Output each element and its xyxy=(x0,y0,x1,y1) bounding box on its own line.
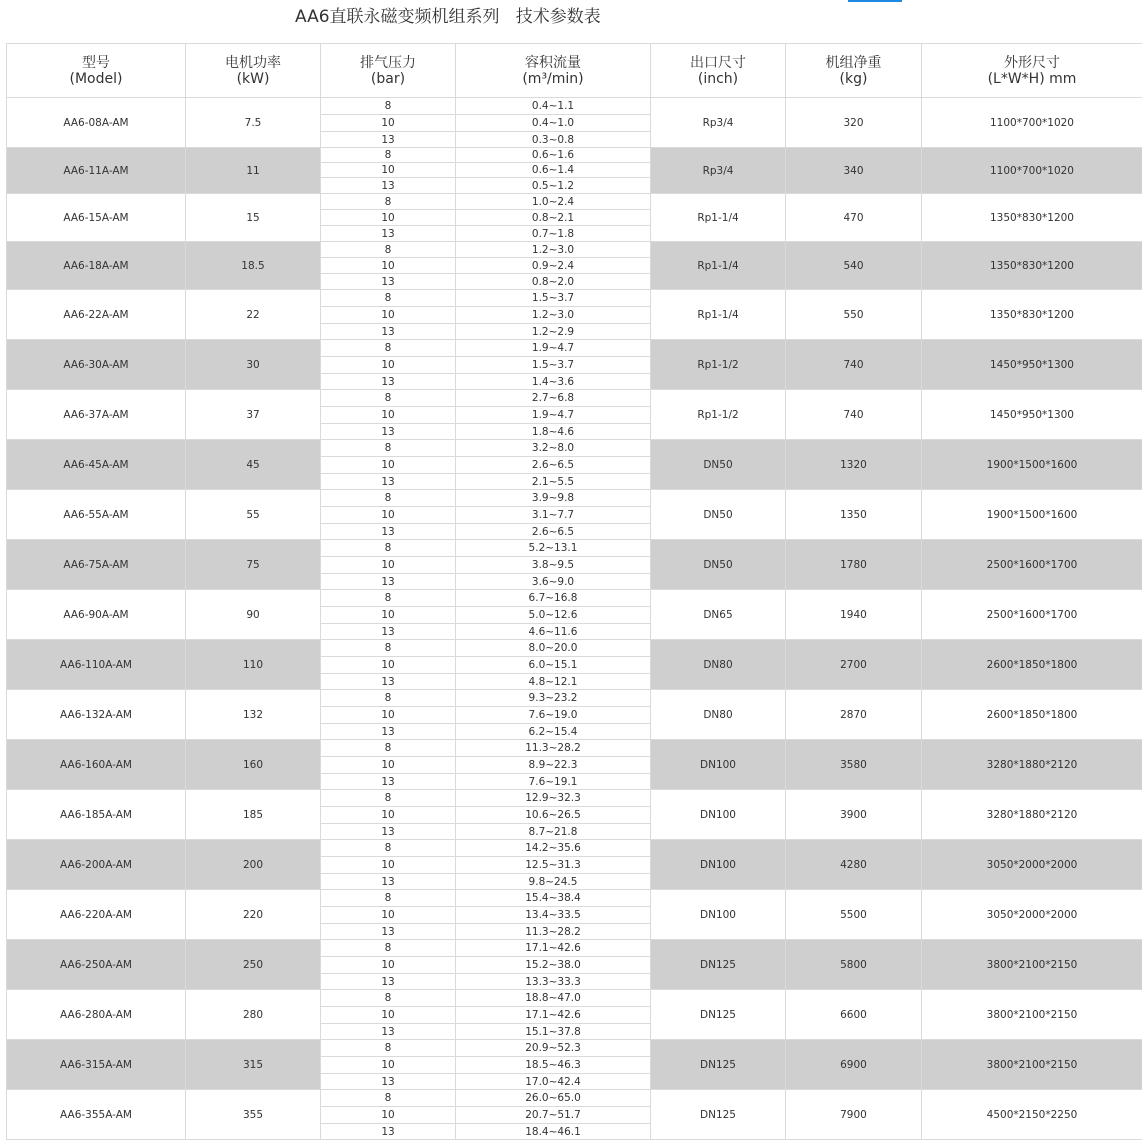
cell-model: AA6-08A-AM xyxy=(7,98,186,148)
cell-power: 160 xyxy=(186,740,321,790)
table-row xyxy=(7,1040,1142,1057)
cell-power: 15 xyxy=(186,194,321,242)
cell-flow: 8.7~21.8 xyxy=(456,824,651,840)
cell-flow: 1.9~4.7 xyxy=(456,407,651,424)
cell-pressure: 13 xyxy=(321,324,456,340)
table-row xyxy=(7,390,1142,407)
cell-power: 315 xyxy=(186,1040,321,1090)
cell-pressure: 13 xyxy=(321,674,456,690)
cell-flow: 5.0~12.6 xyxy=(456,607,651,624)
cell-power: 22 xyxy=(186,290,321,340)
cell-flow: 1.5~3.7 xyxy=(456,290,651,307)
table-row xyxy=(7,98,1142,115)
cell-weight: 740 xyxy=(786,390,922,440)
cell-flow: 2.6~6.5 xyxy=(456,457,651,474)
cell-pressure: 8 xyxy=(321,840,456,857)
cell-flow: 15.4~38.4 xyxy=(456,890,651,907)
cell-weight: 6900 xyxy=(786,1040,922,1090)
cell-model: AA6-315A-AM xyxy=(7,1040,186,1090)
cell-model: AA6-22A-AM xyxy=(7,290,186,340)
cell-pressure: 8 xyxy=(321,242,456,258)
cell-flow: 1.5~3.7 xyxy=(456,357,651,374)
cell-outlet: Rp1-1/2 xyxy=(651,390,786,440)
cell-pressure: 10 xyxy=(321,457,456,474)
cell-pressure: 8 xyxy=(321,940,456,957)
table-row xyxy=(7,440,1142,457)
cell-outlet: Rp1-1/2 xyxy=(651,340,786,390)
cell-flow: 13.3~33.3 xyxy=(456,974,651,990)
cell-weight: 7900 xyxy=(786,1090,922,1140)
cell-dimensions: 3280*1880*2120 xyxy=(922,740,1142,790)
cell-pressure: 13 xyxy=(321,574,456,590)
header-weight: 机组净重 (kg) xyxy=(786,44,922,98)
cell-pressure: 8 xyxy=(321,1090,456,1107)
cell-weight: 5800 xyxy=(786,940,922,990)
cell-power: 55 xyxy=(186,490,321,540)
cell-dimensions: 1350*830*1200 xyxy=(922,242,1142,290)
cell-flow: 1.0~2.4 xyxy=(456,194,651,210)
cell-outlet: Rp1-1/4 xyxy=(651,194,786,242)
cell-power: 75 xyxy=(186,540,321,590)
cell-pressure: 8 xyxy=(321,1040,456,1057)
cell-flow: 0.5~1.2 xyxy=(456,178,651,194)
cell-model: AA6-45A-AM xyxy=(7,440,186,490)
cell-outlet: DN125 xyxy=(651,990,786,1040)
cell-weight: 4280 xyxy=(786,840,922,890)
cell-power: 11 xyxy=(186,148,321,194)
cell-flow: 11.3~28.2 xyxy=(456,740,651,757)
cell-power: 37 xyxy=(186,390,321,440)
cell-flow: 1.2~3.0 xyxy=(456,307,651,324)
table-row xyxy=(7,340,1142,357)
cell-dimensions: 1900*1500*1600 xyxy=(922,440,1142,490)
cell-pressure: 8 xyxy=(321,890,456,907)
cell-dimensions: 3050*2000*2000 xyxy=(922,840,1142,890)
cell-outlet: DN100 xyxy=(651,740,786,790)
cell-flow: 26.0~65.0 xyxy=(456,1090,651,1107)
cell-flow: 0.7~1.8 xyxy=(456,226,651,242)
cell-outlet: DN80 xyxy=(651,640,786,690)
cell-flow: 20.7~51.7 xyxy=(456,1107,651,1124)
cell-flow: 1.2~2.9 xyxy=(456,324,651,340)
cell-flow: 11.3~28.2 xyxy=(456,924,651,940)
cell-pressure: 13 xyxy=(321,424,456,440)
cell-pressure: 10 xyxy=(321,857,456,874)
table-row xyxy=(7,940,1142,957)
cell-pressure: 10 xyxy=(321,407,456,424)
cell-power: 110 xyxy=(186,640,321,690)
cell-flow: 12.5~31.3 xyxy=(456,857,651,874)
cell-outlet: DN100 xyxy=(651,790,786,840)
cell-pressure: 13 xyxy=(321,924,456,940)
cell-dimensions: 2500*1600*1700 xyxy=(922,590,1142,640)
cell-dimensions: 4500*2150*2250 xyxy=(922,1090,1142,1140)
cell-flow: 9.3~23.2 xyxy=(456,690,651,707)
cell-outlet: DN65 xyxy=(651,590,786,640)
cell-dimensions: 2600*1850*1800 xyxy=(922,640,1142,690)
cell-dimensions: 1450*950*1300 xyxy=(922,390,1142,440)
cell-pressure: 13 xyxy=(321,1024,456,1040)
header-outlet: 出口尺寸 (inch) xyxy=(651,44,786,98)
cell-weight: 6600 xyxy=(786,990,922,1040)
cell-outlet: DN50 xyxy=(651,540,786,590)
table-row xyxy=(7,690,1142,707)
cell-pressure: 8 xyxy=(321,98,456,115)
cell-flow: 3.2~8.0 xyxy=(456,440,651,457)
table-row xyxy=(7,890,1142,907)
cell-outlet: DN125 xyxy=(651,1090,786,1140)
cell-power: 45 xyxy=(186,440,321,490)
cell-weight: 1320 xyxy=(786,440,922,490)
cell-pressure: 8 xyxy=(321,990,456,1007)
cell-pressure: 13 xyxy=(321,1124,456,1140)
cell-flow: 0.6~1.4 xyxy=(456,163,651,178)
cell-flow: 8.9~22.3 xyxy=(456,757,651,774)
cell-flow: 2.6~6.5 xyxy=(456,524,651,540)
cell-flow: 9.8~24.5 xyxy=(456,874,651,890)
cell-flow: 3.1~7.7 xyxy=(456,507,651,524)
cell-weight: 1350 xyxy=(786,490,922,540)
table-row xyxy=(7,840,1142,857)
cell-model: AA6-250A-AM xyxy=(7,940,186,990)
cell-power: 90 xyxy=(186,590,321,640)
table-row xyxy=(7,540,1142,557)
table-row xyxy=(7,490,1142,507)
cell-outlet: DN50 xyxy=(651,490,786,540)
cell-outlet: DN100 xyxy=(651,840,786,890)
cell-flow: 1.2~3.0 xyxy=(456,242,651,258)
cell-weight: 3580 xyxy=(786,740,922,790)
cell-outlet: DN100 xyxy=(651,890,786,940)
cell-flow: 1.4~3.6 xyxy=(456,374,651,390)
cell-outlet: DN125 xyxy=(651,1040,786,1090)
cell-pressure: 10 xyxy=(321,307,456,324)
cell-outlet: DN125 xyxy=(651,940,786,990)
cell-dimensions: 3280*1880*2120 xyxy=(922,790,1142,840)
cell-pressure: 10 xyxy=(321,807,456,824)
cell-pressure: 13 xyxy=(321,874,456,890)
cell-pressure: 13 xyxy=(321,724,456,740)
cell-flow: 18.8~47.0 xyxy=(456,990,651,1007)
cell-dimensions: 3050*2000*2000 xyxy=(922,890,1142,940)
cell-pressure: 10 xyxy=(321,607,456,624)
cell-flow: 3.8~9.5 xyxy=(456,557,651,574)
cell-flow: 6.2~15.4 xyxy=(456,724,651,740)
cell-dimensions: 3800*2100*2150 xyxy=(922,940,1142,990)
cell-weight: 1940 xyxy=(786,590,922,640)
cell-outlet: Rp1-1/4 xyxy=(651,242,786,290)
cell-flow: 0.8~2.0 xyxy=(456,274,651,290)
cell-pressure: 8 xyxy=(321,740,456,757)
cell-outlet: Rp3/4 xyxy=(651,98,786,148)
cell-dimensions: 2600*1850*1800 xyxy=(922,690,1142,740)
cell-flow: 7.6~19.1 xyxy=(456,774,651,790)
cell-flow: 15.1~37.8 xyxy=(456,1024,651,1040)
cell-outlet: DN80 xyxy=(651,690,786,740)
table-row xyxy=(7,194,1142,210)
cell-weight: 550 xyxy=(786,290,922,340)
cell-power: 185 xyxy=(186,790,321,840)
cell-flow: 0.3~0.8 xyxy=(456,132,651,148)
cell-pressure: 13 xyxy=(321,274,456,290)
cell-weight: 540 xyxy=(786,242,922,290)
table-row xyxy=(7,1090,1142,1107)
header-pressure: 排气压力 (bar) xyxy=(321,44,456,98)
cell-weight: 470 xyxy=(786,194,922,242)
cell-pressure: 8 xyxy=(321,194,456,210)
top-accent-bar xyxy=(848,0,902,2)
cell-model: AA6-30A-AM xyxy=(7,340,186,390)
cell-pressure: 13 xyxy=(321,178,456,194)
cell-outlet: DN50 xyxy=(651,440,786,490)
cell-model: AA6-355A-AM xyxy=(7,1090,186,1140)
cell-flow: 2.7~6.8 xyxy=(456,390,651,407)
cell-flow: 17.1~42.6 xyxy=(456,1007,651,1024)
cell-pressure: 10 xyxy=(321,1057,456,1074)
cell-weight: 740 xyxy=(786,340,922,390)
cell-flow: 3.9~9.8 xyxy=(456,490,651,507)
header-dimensions: 外形尺寸 (L*W*H) mm xyxy=(922,44,1142,98)
cell-dimensions: 1900*1500*1600 xyxy=(922,490,1142,540)
cell-flow: 0.8~2.1 xyxy=(456,210,651,226)
cell-flow: 1.9~4.7 xyxy=(456,340,651,357)
cell-pressure: 13 xyxy=(321,374,456,390)
cell-pressure: 10 xyxy=(321,357,456,374)
cell-flow: 3.6~9.0 xyxy=(456,574,651,590)
cell-power: 200 xyxy=(186,840,321,890)
table-row xyxy=(7,640,1142,657)
cell-weight: 5500 xyxy=(786,890,922,940)
cell-weight: 2870 xyxy=(786,690,922,740)
cell-power: 132 xyxy=(186,690,321,740)
cell-dimensions: 1450*950*1300 xyxy=(922,340,1142,390)
table-header-row xyxy=(7,44,1142,98)
cell-power: 220 xyxy=(186,890,321,940)
cell-model: AA6-90A-AM xyxy=(7,590,186,640)
cell-pressure: 10 xyxy=(321,757,456,774)
cell-pressure: 13 xyxy=(321,824,456,840)
cell-flow: 0.9~2.4 xyxy=(456,258,651,274)
cell-dimensions: 3800*2100*2150 xyxy=(922,990,1142,1040)
cell-pressure: 13 xyxy=(321,1074,456,1090)
cell-pressure: 13 xyxy=(321,524,456,540)
table-row xyxy=(7,148,1142,163)
cell-flow: 4.6~11.6 xyxy=(456,624,651,640)
cell-pressure: 10 xyxy=(321,657,456,674)
cell-pressure: 8 xyxy=(321,640,456,657)
cell-power: 18.5 xyxy=(186,242,321,290)
cell-pressure: 13 xyxy=(321,132,456,148)
cell-pressure: 10 xyxy=(321,557,456,574)
cell-flow: 6.7~16.8 xyxy=(456,590,651,607)
cell-outlet: Rp1-1/4 xyxy=(651,290,786,340)
cell-flow: 10.6~26.5 xyxy=(456,807,651,824)
cell-pressure: 8 xyxy=(321,690,456,707)
table-row xyxy=(7,790,1142,807)
cell-model: AA6-18A-AM xyxy=(7,242,186,290)
cell-power: 250 xyxy=(186,940,321,990)
cell-pressure: 8 xyxy=(321,490,456,507)
cell-flow: 18.5~46.3 xyxy=(456,1057,651,1074)
cell-weight: 1780 xyxy=(786,540,922,590)
cell-flow: 2.1~5.5 xyxy=(456,474,651,490)
cell-flow: 5.2~13.1 xyxy=(456,540,651,557)
cell-pressure: 10 xyxy=(321,258,456,274)
cell-pressure: 8 xyxy=(321,440,456,457)
cell-pressure: 13 xyxy=(321,474,456,490)
spec-table xyxy=(6,43,1142,1140)
cell-flow: 17.0~42.4 xyxy=(456,1074,651,1090)
cell-model: AA6-15A-AM xyxy=(7,194,186,242)
cell-pressure: 8 xyxy=(321,390,456,407)
cell-flow: 1.8~4.6 xyxy=(456,424,651,440)
cell-pressure: 10 xyxy=(321,907,456,924)
cell-dimensions: 1350*830*1200 xyxy=(922,290,1142,340)
header-flow: 容积流量 (m³/min) xyxy=(456,44,651,98)
cell-flow: 4.8~12.1 xyxy=(456,674,651,690)
cell-pressure: 8 xyxy=(321,540,456,557)
cell-model: AA6-132A-AM xyxy=(7,690,186,740)
cell-pressure: 8 xyxy=(321,340,456,357)
cell-power: 30 xyxy=(186,340,321,390)
cell-power: 355 xyxy=(186,1090,321,1140)
cell-pressure: 10 xyxy=(321,957,456,974)
cell-dimensions: 1100*700*1020 xyxy=(922,148,1142,194)
cell-pressure: 10 xyxy=(321,210,456,226)
cell-model: AA6-75A-AM xyxy=(7,540,186,590)
cell-pressure: 13 xyxy=(321,774,456,790)
cell-pressure: 10 xyxy=(321,1107,456,1124)
table-row xyxy=(7,242,1142,258)
cell-flow: 7.6~19.0 xyxy=(456,707,651,724)
cell-flow: 0.6~1.6 xyxy=(456,148,651,163)
table-body xyxy=(7,98,1142,1140)
cell-pressure: 13 xyxy=(321,226,456,242)
cell-flow: 20.9~52.3 xyxy=(456,1040,651,1057)
cell-model: AA6-11A-AM xyxy=(7,148,186,194)
cell-flow: 0.4~1.1 xyxy=(456,98,651,115)
cell-pressure: 10 xyxy=(321,163,456,178)
cell-pressure: 10 xyxy=(321,115,456,132)
cell-pressure: 13 xyxy=(321,624,456,640)
cell-model: AA6-185A-AM xyxy=(7,790,186,840)
cell-pressure: 8 xyxy=(321,790,456,807)
cell-flow: 8.0~20.0 xyxy=(456,640,651,657)
cell-pressure: 10 xyxy=(321,507,456,524)
cell-power: 280 xyxy=(186,990,321,1040)
cell-flow: 15.2~38.0 xyxy=(456,957,651,974)
cell-weight: 2700 xyxy=(786,640,922,690)
cell-model: AA6-280A-AM xyxy=(7,990,186,1040)
cell-outlet: Rp3/4 xyxy=(651,148,786,194)
cell-model: AA6-160A-AM xyxy=(7,740,186,790)
page-title: AA6直联永磁变频机组系列 技术参数表 xyxy=(295,2,601,27)
cell-flow: 13.4~33.5 xyxy=(456,907,651,924)
cell-flow: 0.4~1.0 xyxy=(456,115,651,132)
cell-pressure: 8 xyxy=(321,590,456,607)
cell-model: AA6-110A-AM xyxy=(7,640,186,690)
cell-flow: 12.9~32.3 xyxy=(456,790,651,807)
cell-dimensions: 3800*2100*2150 xyxy=(922,1040,1142,1090)
table-row xyxy=(7,290,1142,307)
cell-dimensions: 1350*830*1200 xyxy=(922,194,1142,242)
header-power: 电机功率 (kW) xyxy=(186,44,321,98)
cell-weight: 3900 xyxy=(786,790,922,840)
cell-weight: 320 xyxy=(786,98,922,148)
cell-model: AA6-200A-AM xyxy=(7,840,186,890)
cell-model: AA6-37A-AM xyxy=(7,390,186,440)
table-row xyxy=(7,990,1142,1007)
cell-flow: 17.1~42.6 xyxy=(456,940,651,957)
cell-pressure: 10 xyxy=(321,707,456,724)
cell-weight: 340 xyxy=(786,148,922,194)
cell-flow: 18.4~46.1 xyxy=(456,1124,651,1140)
cell-pressure: 8 xyxy=(321,290,456,307)
table-row xyxy=(7,590,1142,607)
cell-model: AA6-55A-AM xyxy=(7,490,186,540)
cell-dimensions: 2500*1600*1700 xyxy=(922,540,1142,590)
cell-pressure: 10 xyxy=(321,1007,456,1024)
cell-pressure: 8 xyxy=(321,148,456,163)
cell-power: 7.5 xyxy=(186,98,321,148)
header-model: 型号 (Model) xyxy=(7,44,186,98)
table-row xyxy=(7,740,1142,757)
cell-pressure: 13 xyxy=(321,974,456,990)
cell-model: AA6-220A-AM xyxy=(7,890,186,940)
cell-flow: 14.2~35.6 xyxy=(456,840,651,857)
cell-flow: 6.0~15.1 xyxy=(456,657,651,674)
cell-dimensions: 1100*700*1020 xyxy=(922,98,1142,148)
